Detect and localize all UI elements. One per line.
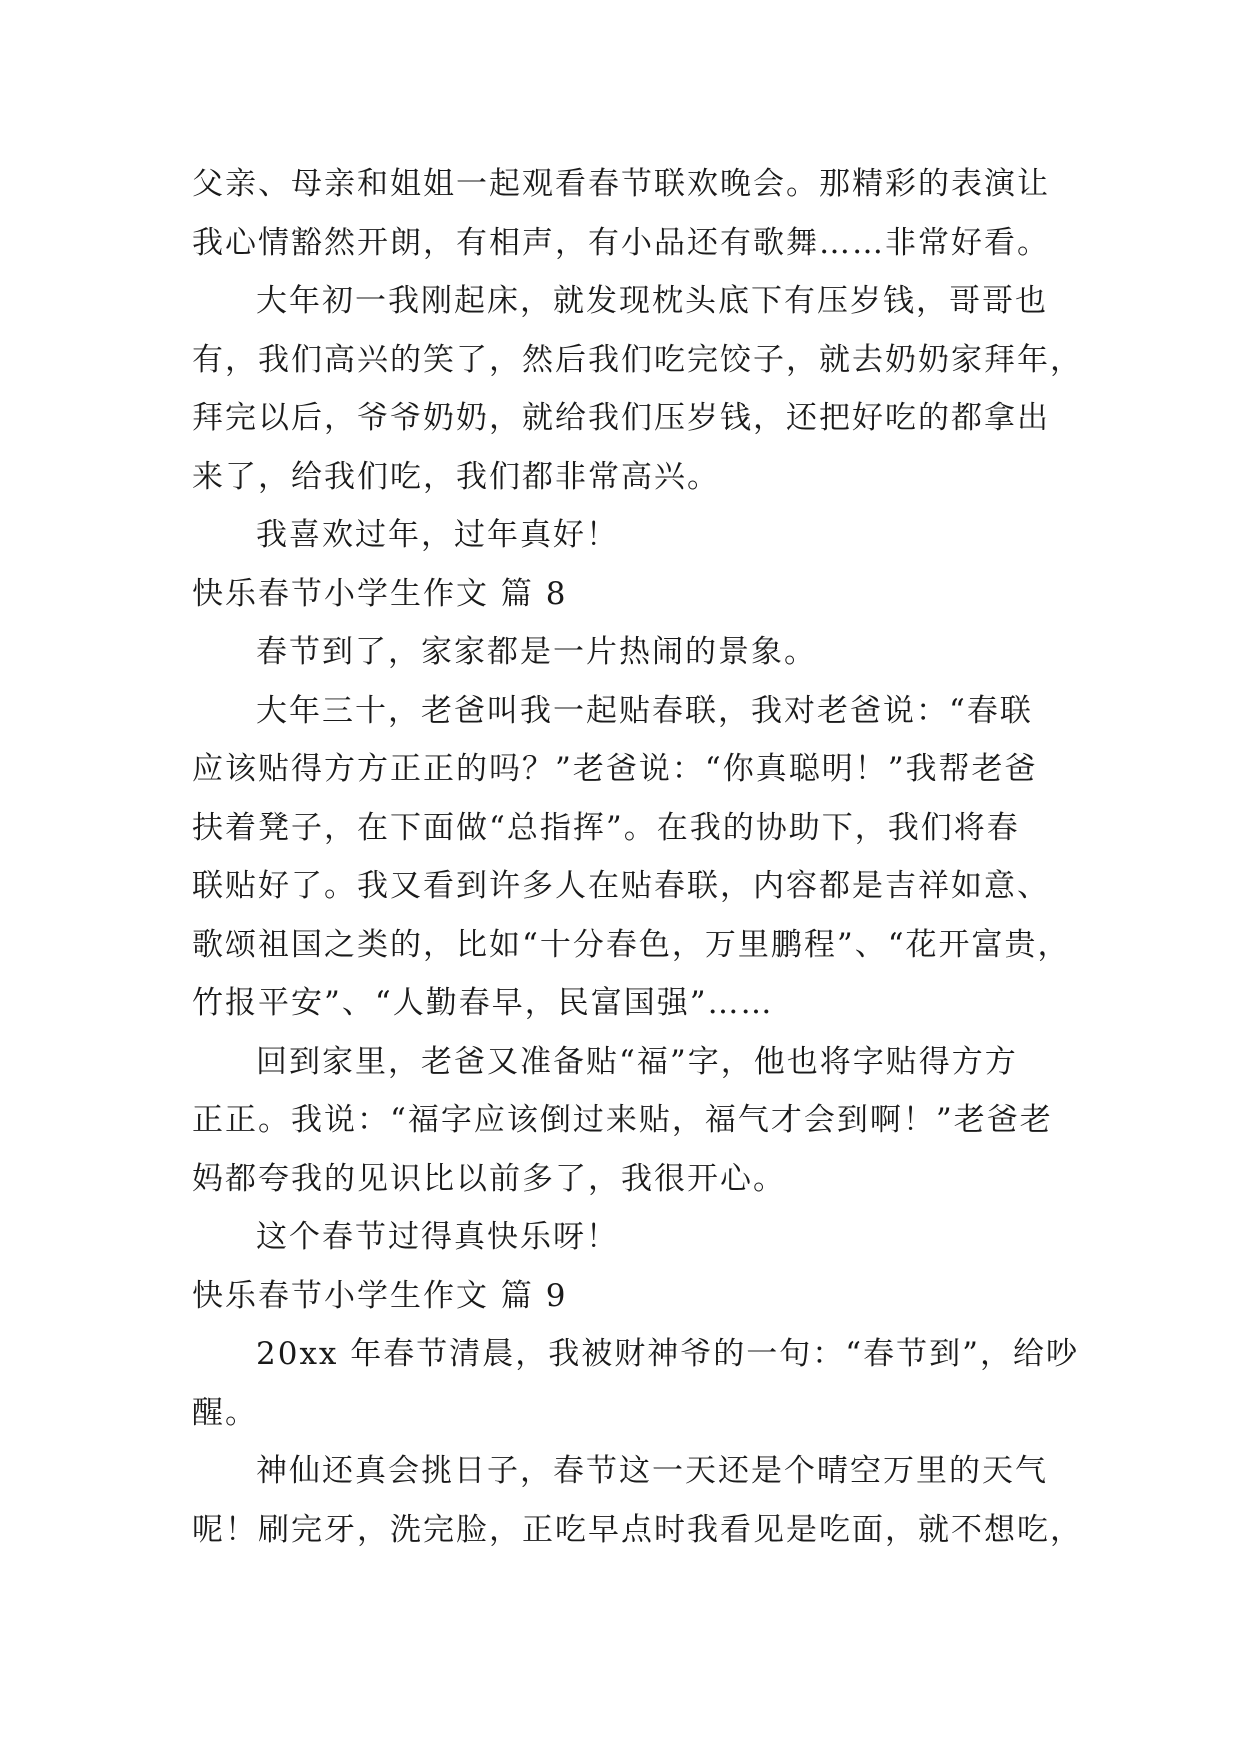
paragraph-start-line: 我喜欢过年，过年真好！	[256, 517, 619, 553]
text-line: 有，我们高兴的笑了，然后我们吃完饺子，就去奶奶家拜年，	[192, 341, 1083, 378]
paragraph-start-line: 回到家里，老爸又准备贴“福”字，他也将字贴得方方	[256, 1043, 1018, 1080]
text-line: 来了，给我们吃，我们都非常高兴。	[192, 458, 720, 495]
text-line: 应该贴得方方正正的吗？”老爸说：“你真聪明！”我帮老爸	[192, 751, 1038, 787]
text-line: 正正。我说：“福字应该倒过来贴，福气才会到啊！”老爸老	[192, 1102, 1053, 1138]
text-line: 醒。	[192, 1394, 258, 1431]
paragraph-start-line: 20xx 年春节清晨，我被财神爷的一句：“春节到”，给吵	[256, 1336, 1079, 1372]
paragraph-start-line: 这个春节过得真快乐呀！	[256, 1219, 619, 1255]
paragraph-start-line: 春节到了，家家都是一片热闹的景象。	[256, 634, 817, 670]
text-line: 我心情豁然开朗，有相声，有小品还有歌舞……非常好看。	[192, 224, 1050, 261]
paragraph-start-line: 大年初一我刚起床，就发现枕头底下有压岁钱，哥哥也	[256, 283, 1048, 319]
text-line: 拜完以后，爷爷奶奶，就给我们压岁钱，还把好吃的都拿出	[192, 400, 1050, 436]
text-line: 父亲、母亲和姐姐一起观看春节联欢晚会。那精彩的表演让	[192, 166, 1050, 202]
section-heading: 快乐春节小学生作文 篇 9	[192, 1277, 568, 1314]
text-line: 扶着凳子，在下面做“总指挥”。在我的协助下，我们将春	[192, 809, 1020, 846]
text-line: 联贴好了。我又看到许多人在贴春联，内容都是吉祥如意、	[192, 868, 1050, 904]
text-line: 歌颂祖国之类的，比如“十分春色，万里鹏程”、“花开富贵，	[192, 926, 1071, 963]
paragraph-start-line: 大年三十，老爸叫我一起贴春联，我对老爸说：“春联	[256, 692, 1033, 729]
text-line: 竹报平安”、“人勤春早，民富国强”……	[192, 985, 774, 1021]
document-body	[192, 155, 1083, 1559]
text-line: 妈都夸我的见识比以前多了，我很开心。	[192, 1160, 786, 1197]
paragraph-start-line: 神仙还真会挑日子，春节这一天还是个晴空万里的天气	[256, 1453, 1048, 1489]
section-heading: 快乐春节小学生作文 篇 8	[192, 575, 568, 612]
text-line: 呢！刷完牙，洗完脸，正吃早点时我看见是吃面，就不想吃，	[192, 1511, 1083, 1548]
